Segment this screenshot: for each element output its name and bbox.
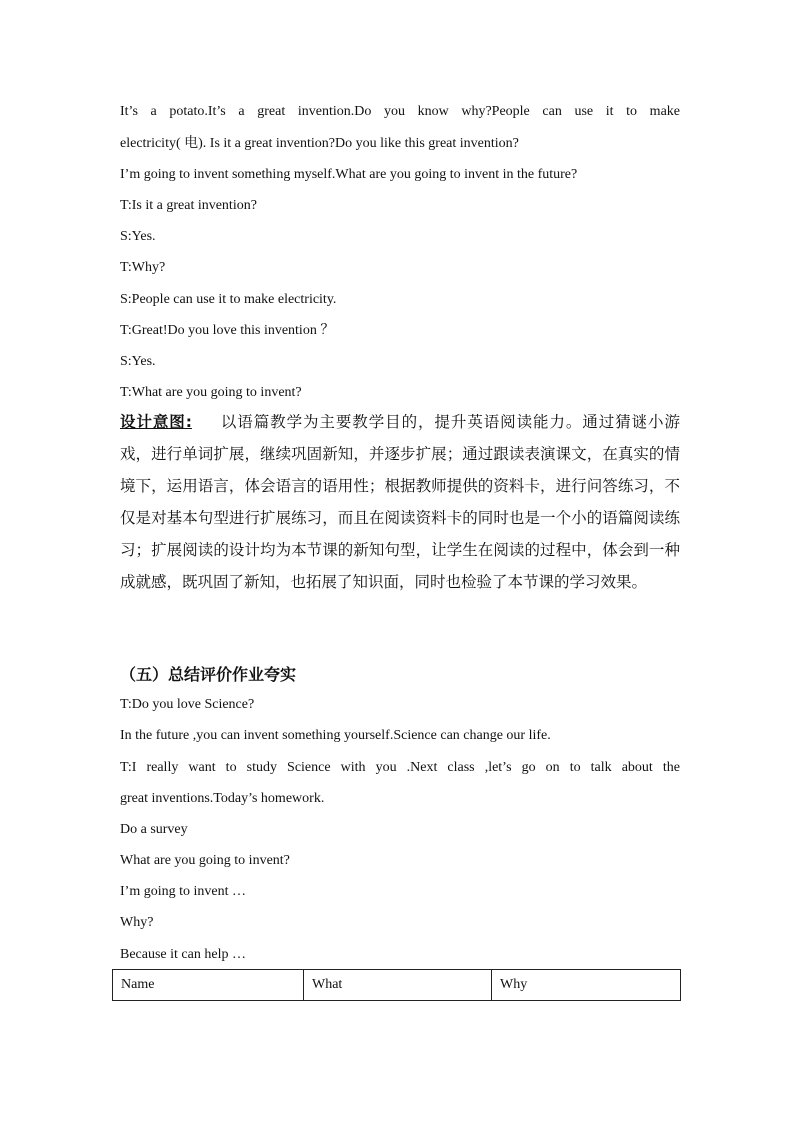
header-cell-what: What (304, 970, 492, 1001)
dialogue-line: T:Do you love Science? (120, 697, 255, 712)
survey-table (112, 969, 681, 1001)
dialogue-line: It’s a potato.It’s a great invention.Do you know why?People can use it to make (120, 104, 680, 119)
dialogue-line: T:Why? (120, 260, 166, 275)
dialogue-line: S:People can use it to make electricity. (120, 292, 337, 307)
header-cell-why: Why (492, 970, 681, 1001)
dialogue-line: What are you going to invent? (120, 853, 290, 868)
section-heading: （五）总结评价作业夸实 (120, 665, 297, 684)
dialogue-line: electricity( 电). Is it a great invention?Do you like this great invention? (120, 136, 519, 151)
header-cell-name: Name (113, 970, 304, 1001)
dialogue-line: T:What are you going to invent? (120, 385, 302, 400)
table-row (113, 970, 681, 1001)
dialogue-line: T:Is it a great invention? (120, 198, 257, 213)
dialogue-line: T:Great!Do you love this invention ？ (120, 323, 335, 338)
design-intent-label: 设计意图: (120, 413, 192, 431)
dialogue-line: S:Yes. (120, 229, 156, 244)
dialogue-line: I’m going to invent something myself.What are you going to invent in the future? (120, 167, 578, 182)
design-intent-text: 以语篇教学为主要教学目的，提升英语阅读能力。通过猜谜小游戏，进行单词扩展，继续巩固新知，并逐步扩展；通过跟读表演课文，在真实的情境下，运用语言，体会语言的语用性；根据教师提供的资料卡，进行问答练习，不仅是对基本句型进行扩展练习，而且在阅读资料卡的同时也是一个小的语篇阅读练习；扩展阅读的设计均为本节课的新知句型，让学生在阅读的过程中，体会到一种成就感，既巩固了新知，也拓展了知识面，同时也检验了本节课的学习效果。 (120, 413, 680, 591)
design-intent-paragraph (120, 406, 680, 598)
dialogue-line: Do a survey (120, 822, 188, 837)
dialogue-line: I’m going to invent … (120, 884, 246, 899)
dialogue-line: S:Yes. (120, 354, 156, 369)
dialogue-line: Because it can help … (120, 947, 246, 962)
dialogue-line: Why? (120, 915, 154, 930)
dialogue-line: In the future ,you can invent something yourself.Science can change our life. (120, 728, 551, 743)
dialogue-line: T:I really want to study Science with you .Next class ,let’s go on to talk about the (120, 760, 680, 775)
dialogue-line: great inventions.Today’s homework. (120, 791, 325, 806)
